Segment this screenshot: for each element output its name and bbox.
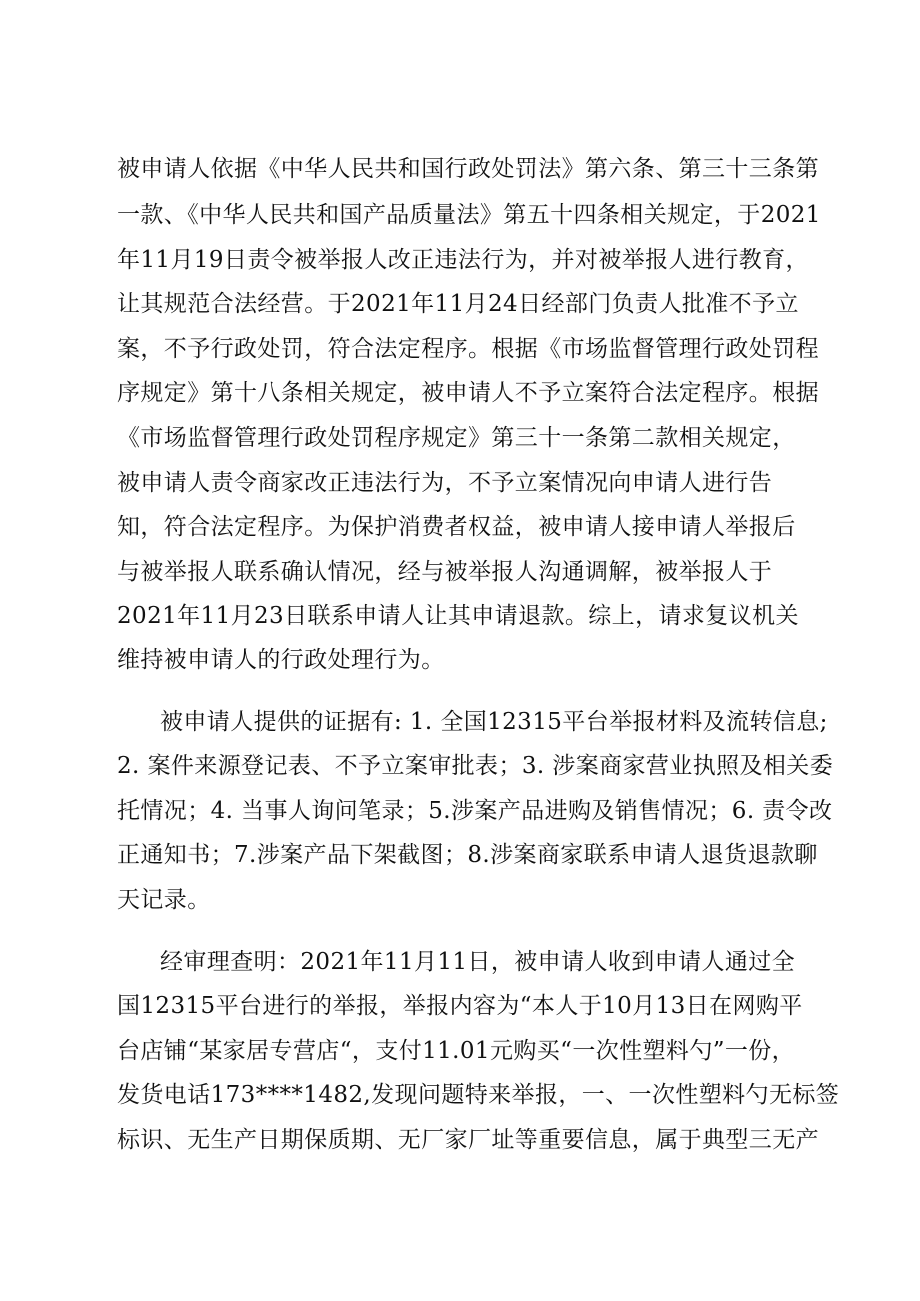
text-line: 维持被申请人的行政处理行为。 bbox=[117, 647, 445, 673]
text-line: 天记录。 bbox=[117, 887, 211, 913]
text-line: 发货电话173****1482,发现问题特来举报，一、一次性塑料勺无标签 bbox=[117, 1082, 840, 1108]
text-line: 年11月19日责令被举报人改正违法行为，并对被举报人进行教育， bbox=[117, 247, 809, 273]
text-line: 国12315平台进行的举报，举报内容为“本人于10月13日在网购平 bbox=[117, 993, 803, 1019]
text-line: 与被举报人联系确认情况，经与被举报人沟通调解，被举报人于 bbox=[117, 559, 773, 585]
text-line: 标识、无生产日期保质期、无厂家厂址等重要信息，属于典型三无产 bbox=[117, 1127, 819, 1153]
text-line: 2021年11月23日联系申请人让其申请退款。综上，请求复议机关 bbox=[117, 603, 799, 629]
text-line: 托情况；4. 当事人询问笔录；5.涉案产品进购及销售情况；6. 责令改 bbox=[117, 798, 833, 824]
text-line: 知，符合法定程序。为保护消费者权益，被申请人接申请人举报后 bbox=[117, 514, 796, 540]
text-line: 被申请人提供的证据有: 1. 全国12315平台举报材料及流转信息; bbox=[160, 709, 828, 735]
text-line: 案，不予行政处罚，符合法定程序。根据《市场监督管理行政处罚程 bbox=[117, 336, 819, 362]
text-line: 让其规范合法经营。于2021年11月24日经部门负责人批准不予立 bbox=[117, 291, 799, 317]
text-line: 正通知书；7.涉案产品下架截图；8.涉案商家联系申请人退货退款聊 bbox=[117, 842, 818, 868]
text-line: 被申请人责令商家改正违法行为，不予立案情况向申请人进行告 bbox=[117, 470, 773, 496]
text-line: 被申请人依据《中华人民共和国行政处罚法》第六条、第三十三条第 bbox=[117, 156, 819, 182]
text-line: 台店铺“某家居专营店“，支付11.01元购买“一次性塑料勺”一份， bbox=[117, 1038, 796, 1064]
text-line: 《市场监督管理行政处罚程序规定》第三十一条第二款相关规定， bbox=[117, 425, 796, 451]
text-line: 2. 案件来源登记表、不予立案审批表；3. 涉案商家营业执照及相关委 bbox=[117, 753, 834, 779]
text-line: 一款、《中华人民共和国产品质量法》第五十四条相关规定，于2021 bbox=[117, 202, 821, 228]
text-line: 经审理查明：2021年11月11日，被申请人收到申请人通过全 bbox=[160, 949, 796, 975]
text-line: 序规定》第十八条相关规定，被申请人不予立案符合法定程序。根据 bbox=[117, 380, 819, 406]
